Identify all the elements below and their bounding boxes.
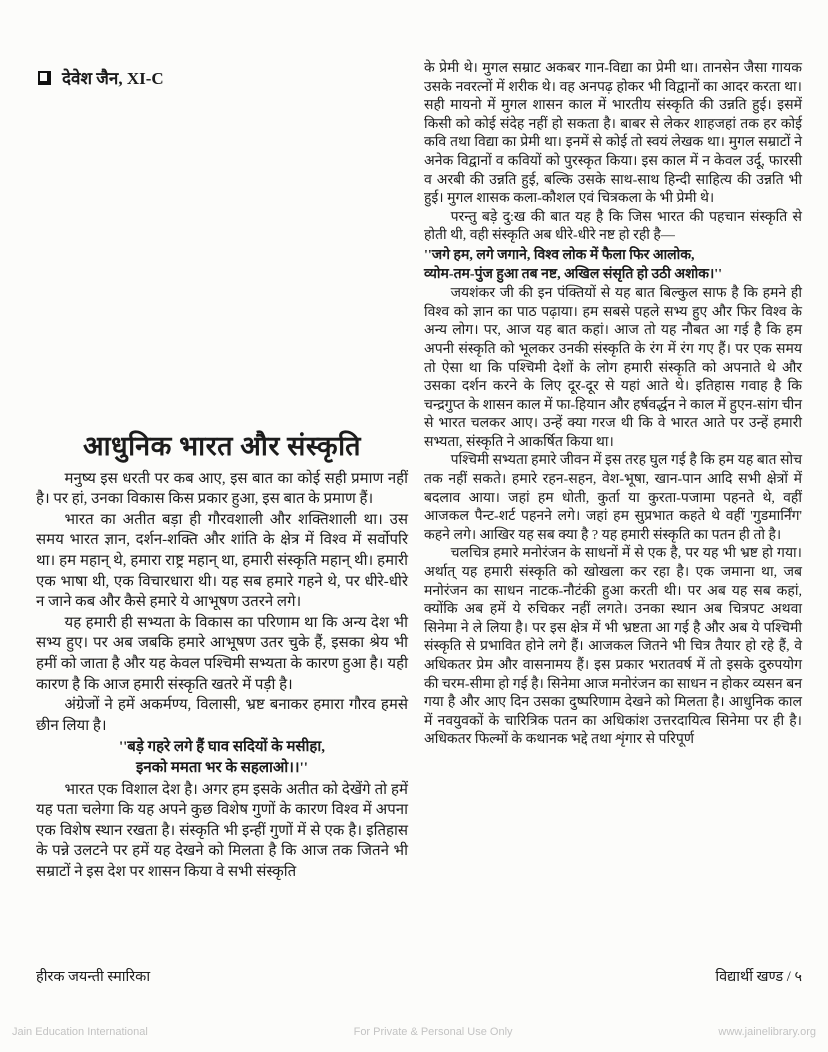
paragraph: अंग्रेजों ने हमें अकर्मण्य, विलासी, भ्रष्ट बनाकर हमारा गौरव हमसे छीन लिया है। [36,697,408,734]
verse-line: ''बड़े गहरे लगे हैं घाव सदियों के मसीहा, [118,739,326,756]
page-footer [36,966,802,986]
verse-quote [424,246,802,285]
paragraph: भारत का अतीत बड़ा ही गौरवशाली और शक्तिशाली था। उस समय भारत ज्ञान, दर्शन-शक्ति और शांति के क्षेत्र में विश्व में सर्वोपरि था। हम महान् थे, हमारा राष्ट्र महान् था, हमारी संस्कृति महान् थी। हमारी एक भाषा थी, एक विचारधारा थी। यह सब हमारे गहने थे, पर धीरे-धीरे न जाने कब और कैसे हमारे ये आभूषण उतरने लगे। [36,511,408,611]
author-byline [38,66,164,89]
paragraph: जयशंकर जी की इन पंक्तियों से यह बात बिल्कुल साफ है कि हमने ही विश्व को ज्ञान का पाठ पढ़ाया। हम सबसे पहले सभ्य हुए और फिर विश्व के अन्य लोग। पर, आज यह बात कहां। आज तो यह नौबत आ गई है कि हम अपनी संस्कृति को भूलकर उनकी संस्कृति के रंग में रंग गए हैं। पर एक समय तो ऐसा था कि पश्चिमी देशों के लोग हमारी संस्कृति को अपनाते थे और उसका दर्शन करने के लिए दूर-दूर से यहां आते थे। इतिहास गवाह है कि चन्द्रगुप्त के शासन काल में फा-हियान और हर्षवर्द्धन ने काल में हुएन-सांग चीन से भारत चलकर आए। उन्हें क्या गरज थी कि वे भारत आते पर उन्हें हमारी सभ्यता, संस्कृति ने आकर्षित किया था। [424,286,802,450]
right-column [424,60,802,750]
paragraph: यह हमारी ही सभ्यता के विकास का परिणाम था कि अन्य देश भी सभ्य हुए। पर अब जबकि हमारे आभूषण उतर चुके हैं, इसका श्रेय भी हमीं को जाता है और यह केवल पश्चिमी सभ्यता के कारण हुआ है। यही कारण है कि आज हमारी संस्कृति खतरे में पड़ी है। [36,614,408,693]
scan-footer-left: Jain Education International [12,1026,148,1038]
paragraph: भारत एक विशाल देश है। अगर हम इसके अतीत को देखेंगे तो हमें यह पता चलेगा कि यह अपने कुछ विशेष गुणों के कारण विश्व में अपना एक विशेष स्थान रखता है। संस्कृति भी इन्हीं गुणों में से एक है। इतिहास के पन्ने उलटने पर हमें यह देखने को मिलता है कि आज तक जितने भी सम्राटों ने इस देश पर शासन किया वे सभी संस्कृति [36,781,408,880]
scan-footer-center: For Private & Personal Use Only [353,1026,513,1038]
verse-line: इनको ममता भर के सहलाओ।।'' [136,759,308,776]
paragraph-continuation: के प्रेमी थे। मुगल सम्राट अकबर गान-विद्या का प्रेमी था। तानसेन जैसा गायक उसके नवरत्नों में शरीक थे। वह अनपढ़ होकर भी विद्वानों का आदर करता था। सही मायनो में मुगल शासन काल में भारतीय संस्कृति की उन्नति हुई। इसमें किसी को कोई संदेह नहीं हो सकता है। बाबर से लेकर शाहजहां तक हर कोई कवि तथा विद्या का प्रेमी था। इनमें से कोई तो स्वयं लेखक था। मुगल सम्राटों ने अनेक विद्वानों व कवियों को पुरस्कृत किया। इस काल में न केवल उर्दू, फारसी व अरबी की उन्नति हुई, बल्कि उसके साथ-साथ हिन्दी साहित्य की उन्नति भी हुई। मुगल शासक कला-कौशल एवं चित्रकला के भी प्रेमी थे। [424,61,802,207]
footer-publication-title: हीरक जयन्ती स्मारिका [36,969,151,985]
paragraph: पश्चिमी सभ्यता हमारे जीवन में इस तरह घुल गई है कि हम यह बात सोच तक नहीं सकते। हमारे रहन-सहन, वेश-भूषा, खान-पान आदि सभी क्षेत्रों में बदलाव आया। जहां हम धोती, कुर्ता या कुरता-पजामा पहनते थे, वहीं आजकल पैन्ट-शर्ट पहनने लगे। जहां हम सुप्रभात कहते थे वहीं 'गुडमार्निंग' कहने लगे। आखिर यह सब क्या है ? यह हमारी संस्कृति का पतन ही तो है। [424,453,802,543]
scan-footer-url: www.jainelibrary.org [718,1026,816,1038]
verse-quote [36,736,408,779]
paragraph: चलचित्र हमारे मनोरंजन के साधनों में से एक है, पर यह भी भ्रष्ट हो गया। अर्थात् यह हमारी संस्कृति को खोखला कर रहा है। एक जमाना था, जब मनोरंजन का साधन नाटक-नौटंकी हुआ करती थी। पर अब यह सब कहां, क्योंकि अब हमें ये रुचिकर नहीं लगते। उनका स्थान अब चित्रपट अथवा सिनेमा ने ले लिया है। पर इस क्षेत्र में भी भ्रष्टता आ गई है और अब ये पश्चिमी संस्कृति से प्रभावित होने लगे हैं। आजकल जितने भी चित्र तैयार हो रहे हैं, वे अधिकतर प्रेम और वासनामय हैं। इस प्रकार भरातवर्ष में तो इसके दुरुपयोग की चरम-सीमा हो गई है। सिनेमा आज मनोरंजन का साधन न होकर व्यसन बन गया है और आए दिन उसका दुष्परिणाम देखने को मिलता है। आधुनिक काल में नवयुवकों के चारित्रिक पतन का अधिकांश उत्तरदायित्व सिनेमा पर ही है। अधिकतर फिल्मों के कथानक भद्दे तथा शृंगार से परिपूर्ण [424,546,802,748]
square-bullet-icon [38,71,51,85]
paragraph: परन्तु बड़े दु:ख की बात यह है कि जिस भारत की पहचान संस्कृति से होती थी, वही संस्कृति अब धीरे-धीरे नष्ट हो रही है— [424,209,802,244]
scan-watermark-footer [12,1026,816,1038]
verse-line: ''जगे हम, लगे जगाने, विश्व लोक में फैला फिर आलोक, [424,247,695,263]
footer-section-page-number: विद्यार्थी खण्ड / ५ [715,969,802,985]
paragraph: मनुष्य इस धरती पर कब आए, इस बात का कोई सही प्रमाण नहीं है। पर हां, उनका विकास किस प्रकार हुआ, इस बात के प्रमाण हैं। [36,470,408,508]
verse-line: व्योम-तम-पुंज हुआ तब नष्ट, अखिल संसृति हो उठी अशोक।'' [424,266,723,282]
author-name: देवेश जैन, XI-C [62,69,164,88]
article-title: आधुनिक भारत और संस्कृति [82,431,362,461]
left-column [36,431,408,882]
